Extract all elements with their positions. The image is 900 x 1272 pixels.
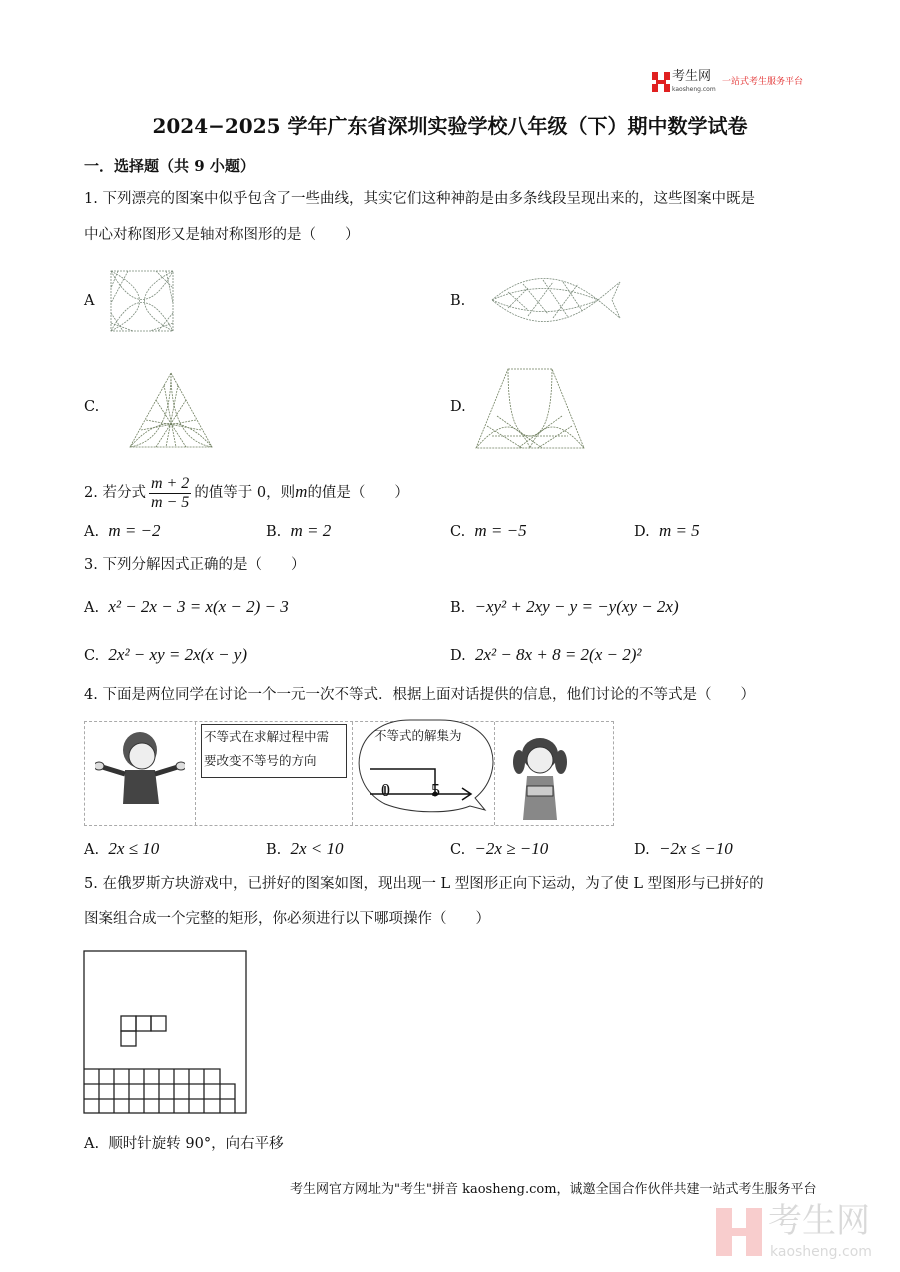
q2-variable: m bbox=[295, 482, 308, 501]
option-label: A. bbox=[84, 842, 100, 858]
q5-stem-line2: 图案组合成一个完整的矩形，你必须进行以下哪项操作（ ） bbox=[84, 911, 490, 927]
option-label: D. bbox=[634, 524, 650, 540]
q1-option-d-label: D. bbox=[450, 399, 466, 415]
logo-url: kaosheng.com bbox=[672, 86, 716, 93]
q4-option-b bbox=[266, 839, 344, 859]
q3-option-b bbox=[450, 597, 679, 617]
q4-dialogue-figure bbox=[84, 721, 614, 826]
section-heading: 一．选择题（共 9 小题） bbox=[84, 157, 255, 175]
option-label: A. bbox=[84, 1136, 100, 1152]
option-label: B. bbox=[266, 524, 282, 540]
footer-text: 考生网官方网址为"考生"拼音 kaosheng.com，诚邀全国合作伙伴共建一站式考生服务平台 bbox=[290, 1182, 817, 1197]
q1-option-a-label: A bbox=[84, 293, 95, 309]
number-line-tick-0: 0 bbox=[381, 780, 390, 800]
option-label: C. bbox=[84, 648, 100, 664]
q2-stem-prefix: 2. 若分式 bbox=[84, 485, 146, 501]
q2-option-b bbox=[266, 521, 331, 541]
site-logo[interactable] bbox=[652, 69, 822, 94]
page-title: 2024−2025 学年广东省深圳实验学校八年级（下）期中数学试卷 bbox=[152, 114, 748, 138]
option-label: C. bbox=[450, 524, 466, 540]
bubble1-line2: 要改变不等号的方向 bbox=[204, 753, 317, 768]
q2-option-a bbox=[84, 521, 161, 541]
q3-option-c bbox=[84, 645, 247, 665]
q2-stem bbox=[84, 472, 409, 513]
option-expr: −2x ≤ −10 bbox=[658, 839, 733, 858]
logo-name: 考生网 bbox=[672, 69, 712, 84]
option-expr: −xy² + 2xy − y = −y(xy − 2x) bbox=[474, 597, 679, 616]
option-expr: 2x² − 8x + 8 = 2(x − 2)² bbox=[474, 645, 642, 664]
option-label: B. bbox=[266, 842, 282, 858]
option-label: D. bbox=[450, 648, 466, 664]
q4-option-c bbox=[450, 839, 548, 859]
q4-option-a bbox=[84, 839, 159, 859]
option-expr: −2x ≥ −10 bbox=[474, 839, 549, 858]
girl-illustration bbox=[505, 732, 575, 822]
option-expr: m = −5 bbox=[474, 521, 527, 540]
divider bbox=[195, 722, 196, 825]
q1-option-c-label: C. bbox=[84, 399, 100, 415]
number-line-tick-5: 5 bbox=[431, 780, 440, 800]
option-expr: 2x ≤ 10 bbox=[108, 839, 160, 858]
option-expr: m = 5 bbox=[658, 521, 700, 540]
watermark-url: kaosheng.com bbox=[770, 1244, 872, 1260]
q2-fraction bbox=[149, 475, 191, 512]
option-label: A. bbox=[84, 600, 100, 616]
q2-option-d bbox=[634, 521, 700, 541]
q4-option-d bbox=[634, 839, 733, 859]
bubble2-title: 不等式的解集为 bbox=[374, 728, 462, 743]
q1-stem-line2: 中心对称图形又是轴对称图形的是（ ） bbox=[84, 227, 360, 243]
option-expr: 2x < 10 bbox=[290, 839, 344, 858]
q2-stem-suffix: 的值是（ ） bbox=[307, 485, 409, 501]
logo-mark-icon bbox=[652, 72, 670, 92]
boy-illustration bbox=[95, 728, 185, 808]
option-label: B. bbox=[450, 600, 466, 616]
q1-stem-line1: 1. 下列漂亮的图案中似乎包含了一些曲线，其实它们这种神韵是由多条线段呈现出来的，这些图案中既是 bbox=[84, 191, 755, 207]
q2-stem-middle: 的值等于 0，则 bbox=[194, 485, 296, 501]
q3-option-d bbox=[450, 645, 641, 665]
q3-stem: 3. 下列分解因式正确的是（ ） bbox=[84, 557, 306, 573]
q5-option-a bbox=[84, 1136, 284, 1153]
q5-stem-line1: 5. 在俄罗斯方块游戏中，已拼好的图案如图，现出现一 L 型图形正向下运动，为了使 L 型图形与已拼好的 bbox=[84, 876, 764, 892]
option-expr: x² − 2x − 3 = x(x − 2) − 3 bbox=[108, 597, 289, 616]
figure-d-string-cup bbox=[472, 366, 588, 452]
bubble1-line1: 不等式在求解过程中需 bbox=[204, 729, 330, 744]
option-expr: 2x² − xy = 2x(x − y) bbox=[108, 645, 248, 664]
option-label: A. bbox=[84, 524, 100, 540]
q2-option-c bbox=[450, 521, 527, 541]
watermark-name: 考生网 bbox=[768, 1201, 870, 1241]
q3-option-a bbox=[84, 597, 289, 617]
watermark-mark-icon bbox=[716, 1208, 762, 1256]
boy-speech-bubble bbox=[201, 724, 347, 778]
logo-slogan: 一站式考生服务平台 bbox=[722, 77, 804, 87]
option-expr: m = 2 bbox=[290, 521, 332, 540]
watermark-logo bbox=[716, 1201, 886, 1264]
q2-denominator: m − 5 bbox=[150, 493, 190, 511]
option-text: 顺时针旋转 90°，向右平移 bbox=[108, 1136, 284, 1152]
q2-numerator: m + 2 bbox=[150, 474, 190, 492]
option-label: D. bbox=[634, 842, 650, 858]
tetris-figure bbox=[82, 949, 250, 1117]
figure-b-string-fish bbox=[488, 262, 624, 338]
option-expr: m = −2 bbox=[108, 521, 161, 540]
option-label: C. bbox=[450, 842, 466, 858]
q1-option-b-label: B. bbox=[450, 293, 466, 309]
figure-a-string-square bbox=[108, 268, 178, 334]
figure-c-string-triangle bbox=[126, 370, 216, 450]
q4-stem: 4. 下面是两位同学在讨论一个一元一次不等式．根据上面对话提供的信息，他们讨论的不等式是（ ） bbox=[84, 687, 755, 703]
